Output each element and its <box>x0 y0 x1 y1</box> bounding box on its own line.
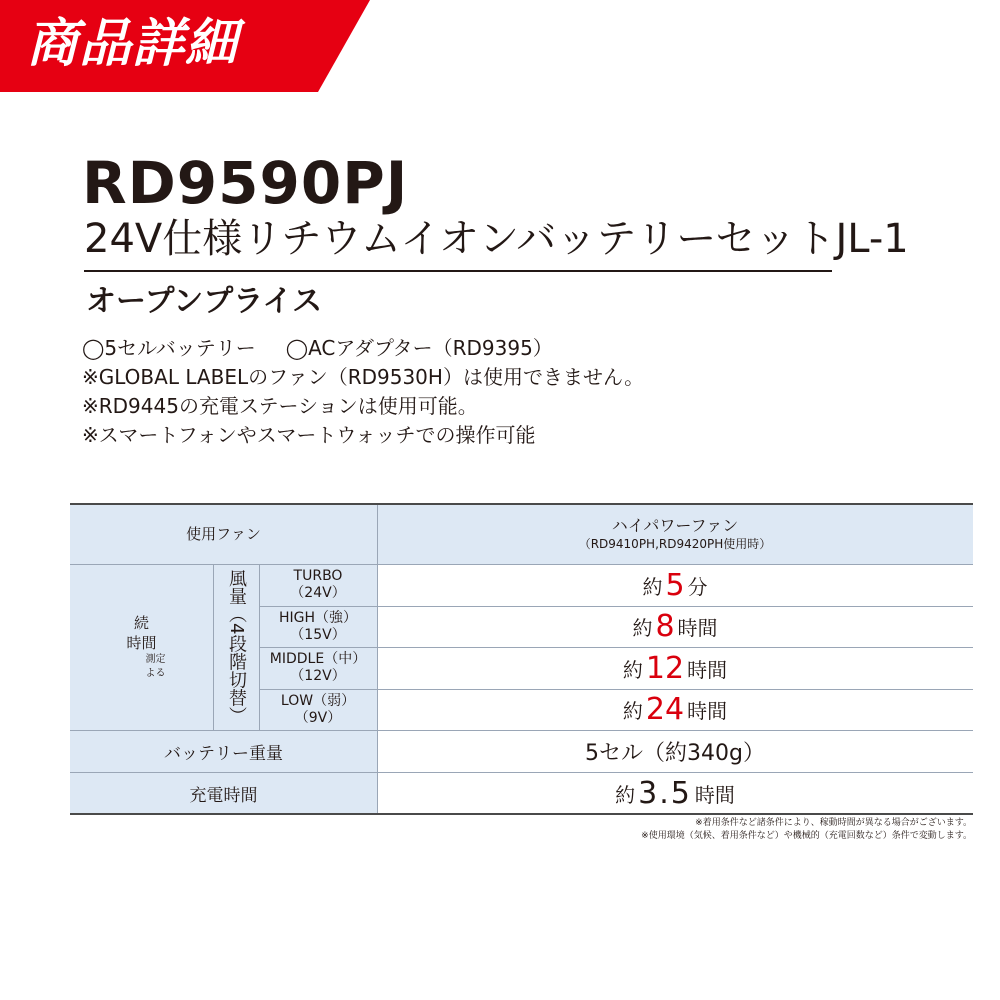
spec-duration-label <box>70 564 213 730</box>
charge-unit: 時間 <box>694 783 735 807</box>
contents-note-fan: ※GLOBAL LABELのファン（RD9530H）は使用できません。 <box>82 365 645 389</box>
weight-label-cell <box>70 730 377 772</box>
spec-header-fan-label: ハイパワーファン <box>611 515 739 535</box>
section-banner <box>0 0 370 92</box>
banner-title: 商品詳細 <box>26 14 239 74</box>
value-prefix: 約 <box>622 657 643 682</box>
grid-line <box>70 772 973 773</box>
mode-name: TURBO <box>293 568 343 584</box>
contents-item-adapter: ◯ACアダプター（RD9395） <box>285 336 553 360</box>
mode-cell-low <box>259 689 377 730</box>
mode-cell-high <box>259 606 377 647</box>
value-number: 24 <box>645 692 685 727</box>
footnote-line2: ※使用環境（気候、着用条件など）や機械的（充電回数など）条件で変動します。 <box>641 831 972 841</box>
weight-label: バッテリー重量 <box>164 743 283 764</box>
mode-voltage: （12V） <box>290 668 346 684</box>
spec-table <box>70 503 973 815</box>
contents-note-station: ※RD9445の充電ステーションは使用可能。 <box>82 394 478 418</box>
mode-voltage: （9V） <box>294 709 342 726</box>
table-top-border <box>70 503 973 505</box>
contents-item-battery: ◯5セルバッテリー <box>82 336 256 360</box>
spec-airflow-label <box>213 564 259 730</box>
value-number: 5 <box>665 567 685 603</box>
value-number: 8 <box>655 609 675 644</box>
airflow-label-text: 風量（4段階切替） <box>226 569 247 725</box>
set-contents <box>82 334 644 450</box>
charge-label: 充電時間 <box>189 786 258 806</box>
value-prefix: 約 <box>642 574 663 599</box>
duration-label-line4: よる <box>145 668 166 679</box>
grid-line <box>259 606 973 607</box>
charge-prefix: 約 <box>615 783 636 807</box>
grid-line <box>259 647 973 648</box>
charge-label-cell <box>70 772 377 815</box>
spec-header-fan <box>377 503 973 564</box>
mode-voltage: （24V） <box>290 585 346 601</box>
value-unit: 時間 <box>677 616 718 640</box>
product-price: オープンプライス <box>86 284 323 319</box>
mode-name: HIGH（強） <box>278 609 358 626</box>
spec-header-fan-sub: （RD9410PH,RD9420PH使用時） <box>578 536 772 551</box>
product-model: RD9590PJ <box>82 149 409 217</box>
table-bottom-border <box>70 813 973 815</box>
mode-name: MIDDLE（中） <box>269 651 367 667</box>
value-cell-high <box>377 606 973 647</box>
value-cell-low <box>377 689 973 730</box>
value-prefix: 約 <box>632 616 653 640</box>
weight-value-cell <box>377 730 973 772</box>
grid-line <box>70 564 973 565</box>
weight-value: 5セル（約340g） <box>585 740 765 766</box>
grid-line <box>213 564 214 730</box>
duration-label-line2: 時間 <box>126 634 157 652</box>
value-cell-middle <box>377 647 973 689</box>
footnotes <box>641 817 972 843</box>
mode-cell-middle <box>259 647 377 689</box>
spec-header-left-label: 使用ファン <box>186 525 261 543</box>
charge-value-cell <box>377 772 973 815</box>
value-unit: 時間 <box>687 657 728 682</box>
grid-line <box>70 730 973 731</box>
value-unit: 分 <box>687 574 708 599</box>
contents-note-smartphone: ※スマートフォンやスマートウォッチでの操作可能 <box>82 423 536 447</box>
footnote-line1: ※着用条件など諸条件により、稼動時間が異なる場合がございます。 <box>695 818 972 828</box>
mode-cell-turbo <box>259 564 377 606</box>
contents-items-row <box>82 334 644 363</box>
value-prefix: 約 <box>622 699 643 723</box>
mode-voltage: （15V） <box>290 626 346 643</box>
value-number: 12 <box>645 650 685 686</box>
grid-line <box>259 564 260 730</box>
spec-header-left <box>70 503 377 564</box>
value-cell-turbo <box>377 564 973 606</box>
product-name: 24V仕様リチウムイオンバッテリーセットJL-1 <box>84 216 909 262</box>
grid-line <box>259 689 973 690</box>
duration-label-line1: 続 <box>133 614 149 632</box>
title-divider <box>84 270 832 272</box>
charge-number: 3.5 <box>638 776 692 811</box>
grid-line <box>377 503 378 815</box>
mode-name: LOW（弱） <box>280 692 356 709</box>
duration-label-line3: 測定 <box>145 654 166 665</box>
value-unit: 時間 <box>687 699 728 723</box>
